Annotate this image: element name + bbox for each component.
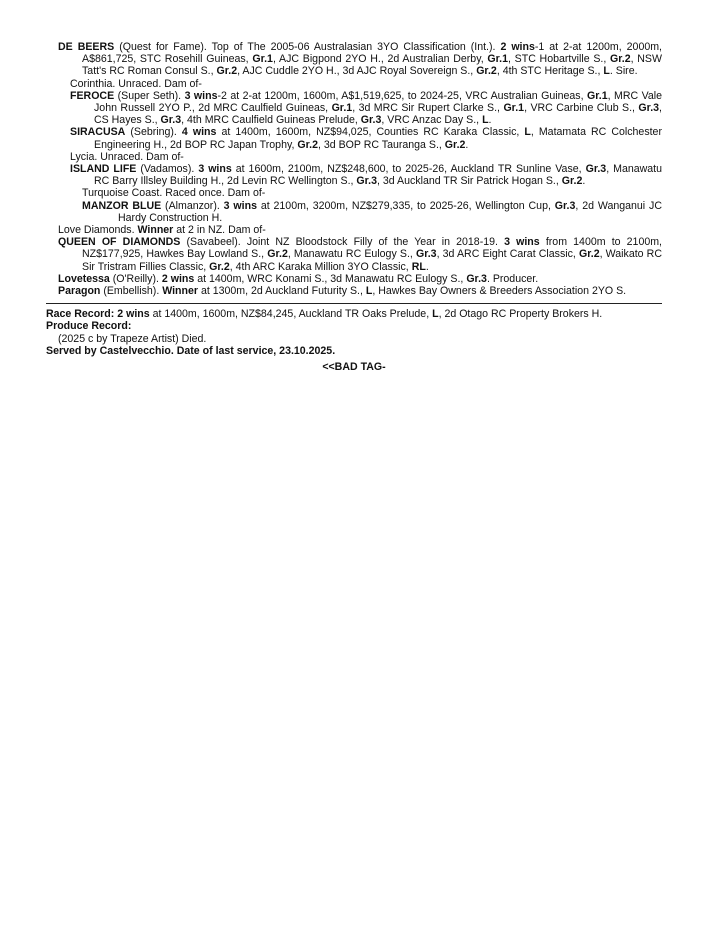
entry-text: , VRC Anzac Day S., — [381, 114, 483, 127]
highlight-text: 3 wins — [504, 236, 540, 249]
entry-text: , Manawatu RC Barry Illsley Building H., 2d Levin RC Wellington S., — [94, 163, 663, 188]
entry-text: , Matamata RC Colchester Engineering H., 2d BOP RC Japan Trophy, — [94, 126, 662, 151]
entry-text: -2 at 2-at 1200m, 1600m, A$1,519,625, to 2024-25, VRC Australian Guineas, — [217, 89, 587, 102]
progeny-entry — [70, 163, 662, 187]
dam-text: Love Diamonds. — [58, 224, 138, 237]
entry-text: (Vadamos). — [136, 163, 199, 176]
entry-text: , 4th STC Heritage S., — [496, 65, 604, 78]
entry-text: . — [425, 260, 429, 273]
highlight-text: Gr.2 — [609, 53, 631, 66]
produce-record-label: Produce Record: — [46, 320, 132, 333]
entry-text: . — [465, 138, 469, 151]
entry-text: . — [488, 114, 492, 127]
highlight-text: Gr.2 — [578, 248, 600, 261]
highlight-text: 4 wins — [181, 126, 217, 139]
highlight-text: 3 wins — [223, 199, 257, 212]
highlight-text: Gr.3 — [360, 114, 382, 127]
entry-text: , VRC Carbine Club S., — [524, 102, 639, 115]
entry-text: , 4th ARC Karaka Million 3YO Classic, — [229, 260, 412, 273]
entry-text: (Embellish). — [100, 285, 163, 298]
dam-text: Lycia. Unraced. Dam of- — [70, 150, 184, 163]
dam-line — [82, 187, 662, 199]
entry-text: , MRC Vale John Russell 2YO P., 2d MRC Caulfield Guineas, — [94, 89, 663, 115]
entry-text: , STC Hobartville S., — [508, 53, 610, 66]
entry-text: at 1400m, 1600m, NZ$94,025, Counties RC Karaka Classic, — [216, 126, 525, 139]
progeny-entry — [82, 200, 662, 224]
highlight-text: Gr.2 — [561, 175, 583, 188]
highlight-text: Gr.3 — [585, 163, 607, 176]
dam-text: Turquoise Coast. Raced once. Dam of- — [82, 187, 266, 200]
entry-text: (Savabeel). Joint NZ Bloodstock Filly of the Year in 2018-19. — [180, 236, 505, 249]
horse-name: SIRACUSA — [70, 126, 126, 139]
horse-name: DE BEERS — [58, 41, 115, 53]
entry-text: . Sire. — [609, 65, 638, 78]
highlight-text: Gr.1 — [331, 102, 353, 115]
bad-tag: <<BAD TAG- — [322, 361, 386, 374]
entry-text: , AJC Bigpond 2YO H., 2d Australian Derby, — [272, 53, 488, 66]
highlight-text: Gr.1 — [252, 53, 273, 66]
highlight-text: 2 wins — [161, 272, 195, 285]
highlight-text: Gr.3 — [554, 199, 576, 212]
progeny-entry — [70, 90, 662, 127]
highlight-text: Gr.2 — [267, 248, 288, 261]
highlight-text: Gr.2 — [209, 260, 230, 273]
highlight-text: Gr.2 — [476, 65, 497, 78]
highlight-text: Gr.3 — [466, 272, 487, 285]
highlight-text: 3 wins — [184, 89, 218, 102]
entry-text: (Super Seth). — [114, 89, 185, 102]
progeny-entry — [70, 126, 662, 150]
dam-line — [70, 78, 662, 90]
entry-text: at 1300m, 2d Auckland Futurity S., — [198, 285, 366, 298]
dam-line — [70, 151, 662, 163]
entry-text: , 3d ARC Eight Carat Classic, — [436, 248, 579, 261]
highlight-text: Gr.2 — [444, 138, 466, 151]
race-record-label: Race Record: — [46, 308, 115, 321]
pedigree-page — [46, 41, 662, 373]
horse-name: ISLAND LIFE — [70, 163, 137, 176]
highlight-text: L — [482, 114, 489, 127]
entry-text: , Manawatu RC Eulogy S., — [287, 248, 416, 261]
progeny-entry — [58, 273, 662, 285]
highlight-text: 3 wins — [198, 163, 232, 176]
entry-text: , CS Hayes S., — [94, 102, 662, 127]
race-record-text: at 1400m, 1600m, NZ$84,245, Auckland TR Oaks Prelude, — [149, 308, 433, 321]
entry-text: , 3d BOP RC Tauranga S., — [317, 138, 445, 151]
highlight-text: Gr.2 — [216, 65, 238, 78]
entry-text: , 3d MRC Sir Rupert Clarke S., — [352, 102, 504, 115]
entry-text: , Waikato RC Sir Tristram Fillies Classic, — [82, 248, 662, 273]
race-record-line — [46, 308, 662, 320]
entry-text: , 4th MRC Caulfield Guineas Prelude, — [181, 114, 361, 127]
horse-name: FEROCE — [70, 89, 115, 102]
entry-text: from 1400m to 2100m, NZ$177,925, Hawkes Bay Lowland S., — [82, 236, 663, 261]
entry-text: at 1400m, WRC Konami S., 3d Manawatu RC Eulogy S., — [194, 272, 467, 285]
highlight-text: Gr.1 — [587, 89, 608, 102]
entry-text: , NSW Tatt's RC Roman Consul S., — [82, 53, 662, 78]
entry-text: (Quest for Fame). Top of The 2005-06 Australasian 3YO Classification (Int.). — [114, 41, 501, 53]
highlight-text: Gr.3 — [415, 248, 437, 261]
highlight-text: Winner — [162, 285, 199, 298]
produce-record-item: (2025 c by Trapeze Artist) Died. — [58, 332, 207, 345]
entry-text: (O'Reilly). — [109, 272, 162, 285]
entry-text: -1 at 2-at 1200m, 2000m, A$861,725, STC Rosehill Guineas, — [82, 41, 662, 66]
highlight-text: Gr.3 — [638, 102, 660, 115]
entry-text: , 3d Auckland TR Sir Patrick Hogan S., — [377, 175, 562, 188]
horse-name: Paragon — [58, 285, 101, 298]
progeny-entry — [58, 285, 662, 297]
section-divider — [46, 303, 662, 304]
entry-text: at 2100m, 3200m, NZ$279,335, to 2025-26, Wellington Cup, — [256, 199, 555, 212]
dam-line — [58, 224, 662, 236]
dam-text: Corinthia. Unraced. Dam of- — [70, 77, 202, 90]
highlight-text: Gr.3 — [356, 175, 378, 188]
highlight-text: Gr.2 — [297, 138, 318, 151]
highlight-text: L — [603, 65, 610, 78]
entry-text: , AJC Cuddle 2YO H., 3d AJC Royal Sovereign S., — [237, 65, 477, 78]
highlight-text: L — [524, 126, 531, 139]
record-footer — [46, 308, 662, 373]
race-record-wins: 2 wins — [114, 308, 150, 321]
progeny-entry — [58, 41, 662, 78]
horse-name: MANZOR BLUE — [82, 199, 162, 212]
entry-text: , 2d Wanganui JC Hardy Construction H. — [118, 199, 662, 224]
highlight-text: Gr.1 — [487, 53, 508, 66]
dam-rest: at 2 in NZ. Dam of- — [173, 224, 266, 237]
horse-name: Lovetessa — [58, 272, 110, 285]
entry-text: . Producer. — [486, 272, 539, 285]
highlight-text: RL — [411, 260, 426, 273]
horse-name: QUEEN OF DIAMONDS — [58, 236, 181, 249]
entry-text: (Sebring). — [125, 126, 182, 139]
dam-bold: Winner — [137, 224, 174, 237]
highlight-text: Gr.1 — [503, 102, 525, 115]
entry-text: at 1600m, 2100m, NZ$248,600, to 2025-26, Auckland TR Sunline Vase, — [231, 163, 586, 176]
entry-text: (Almanzor). — [161, 199, 224, 212]
highlight-text: Gr.3 — [160, 114, 182, 127]
highlight-text: L — [365, 285, 373, 298]
progeny-entry — [58, 236, 662, 273]
entry-text: . — [582, 175, 586, 188]
entry-text: , Hawkes Bay Owners & Breeders Association 2YO S. — [372, 285, 627, 298]
highlight-text: 2 wins — [500, 41, 535, 53]
served-by-line: Served by Castelvecchio. Date of last service, 23.10.2025. — [46, 344, 336, 357]
race-record-tail: , 2d Otago RC Property Brokers H. — [438, 308, 603, 321]
race-record-listed: L — [432, 308, 439, 321]
pedigree-entries — [46, 41, 662, 297]
